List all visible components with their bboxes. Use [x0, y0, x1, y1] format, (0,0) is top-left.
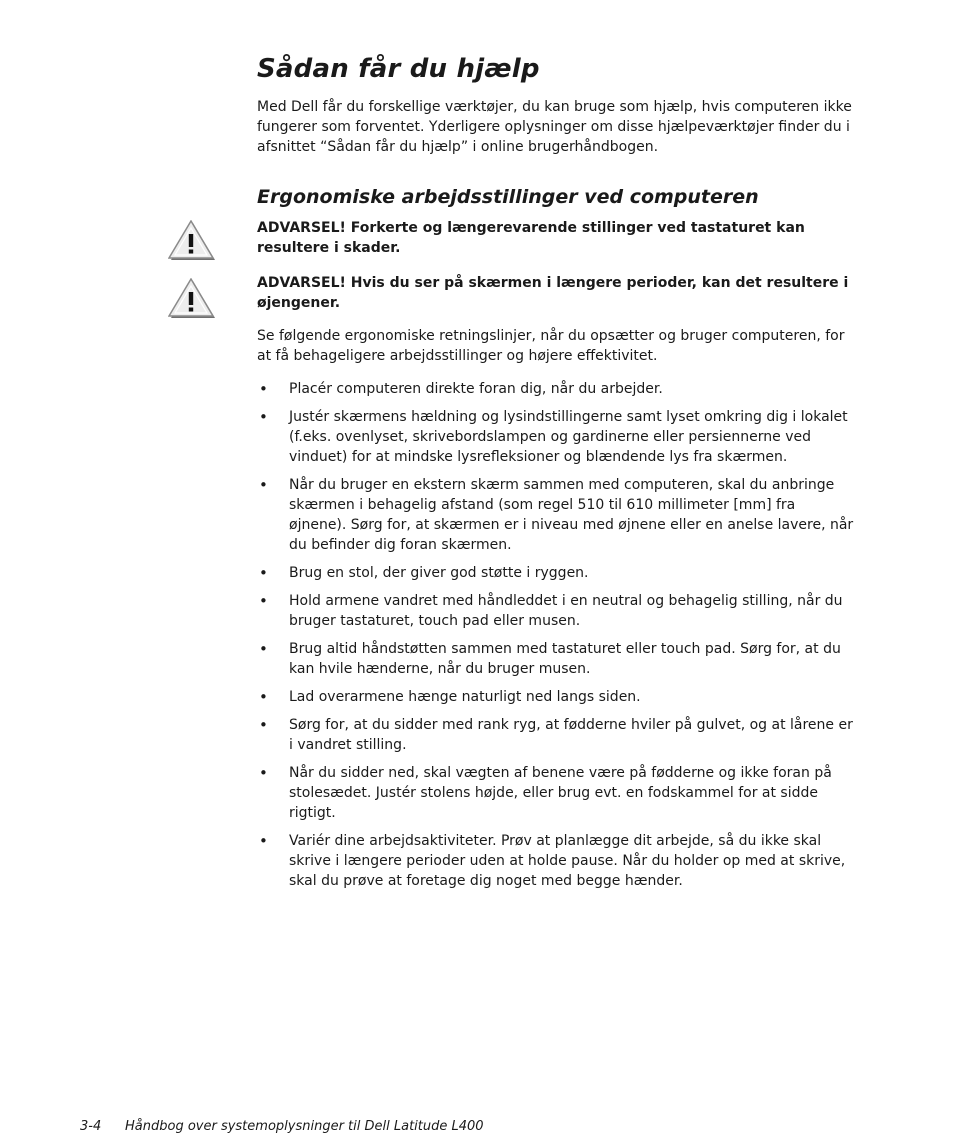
bullet-icon: • [259, 688, 268, 706]
list-item: • Brug en stol, der giver god støtte i ryggen. [259, 564, 589, 582]
bullet-icon: • [259, 640, 268, 658]
list-item: • Placér computeren direkte foran dig, når du arbejder. [259, 380, 663, 398]
warning-text-keyboard: ADVARSEL! Forkerte og længerevarende stillinger ved tastaturet kan resultere i skader. [257, 220, 805, 256]
warning-text-screen: ADVARSEL! Hvis du ser på skærmen i længere perioder, kan det resultere i øjengener. [257, 275, 849, 311]
list-item: • Justér skærmens hældning og lysindstillingerne samt lyset omkring dig i lokalet (f.eks. ovenlyset, skrivebordslampen og gardinerne eller persiennerne ved vinduet) for at mindske lysrefleksioner og blændende lys fra skærmen. [259, 408, 848, 465]
page-number: 3-4 [80, 1119, 102, 1134]
list-item: • Når du bruger en ekstern skærm sammen med computeren, skal du anbringe skærmen i behagelig afstand (som regel 510 til 610 millimeter [mm] fra øjnene). Sørg for, at skærmen er i niveau med øjnene eller en anelse lavere, når du befinder dig foran skærmen. [259, 476, 854, 553]
warning-icon [168, 220, 218, 262]
footer-title: Håndbog over systemoplysninger til Dell Latitude L400 [125, 1119, 484, 1134]
page-title: Sådan får du hjælp [257, 54, 540, 84]
bullet-icon: • [259, 716, 268, 734]
intro-paragraph: Med Dell får du forskellige værktøjer, du kan bruge som hjælp, hvis computeren ikke fungerer som forventet. Yderligere oplysninger om disse hjælpeværktøjer finder du i afsnittet “Sådan får du hjælp” i online brugerhåndbogen. [257, 99, 852, 155]
list-item: • Variér dine arbejdsaktiviteter. Prøv at planlægge dit arbejde, så du ikke skal skrive i længere perioder uden at holde pause. Når du holder op med at skrive, skal du prøve at foretage dig noget med begge hænder. [259, 832, 846, 889]
bullet-icon: • [259, 832, 268, 850]
guidelines-list [257, 379, 857, 899]
page-footer [80, 1119, 484, 1134]
list-item: • Lad overarmene hænge naturligt ned langs siden. [259, 688, 641, 706]
list-item: • Når du sidder ned, skal vægten af benene være på fødderne og ikke foran på stolesædet. Justér stolens højde, eller brug evt. en fodskammel for at sidde rigtigt. [259, 764, 832, 821]
bullet-icon: • [259, 564, 268, 582]
bullet-icon: • [259, 592, 268, 610]
list-item: • Sørg for, at du sidder med rank ryg, at fødderne hviler på gulvet, og at lårene er i vandret stilling. [259, 716, 853, 753]
bullet-icon: • [259, 476, 268, 494]
list-item: • Brug altid håndstøtten sammen med tastaturet eller touch pad. Sørg for, at du kan hvile hænderne, når du bruger musen. [259, 640, 841, 677]
bullet-icon: • [259, 408, 268, 426]
warning-icon [168, 278, 218, 320]
section-title: Ergonomiske arbejdsstillinger ved computeren [257, 186, 759, 208]
bullet-icon: • [259, 764, 268, 782]
list-item: • Hold armene vandret med håndleddet i en neutral og behagelig stilling, når du bruger tastaturet, touch pad eller musen. [259, 592, 843, 629]
bullet-icon: • [259, 380, 268, 398]
guidelines-intro: Se følgende ergonomiske retningslinjer, når du opsætter og bruger computeren, for at få behageligere arbejdsstillinger og højere effektivitet. [257, 328, 845, 364]
